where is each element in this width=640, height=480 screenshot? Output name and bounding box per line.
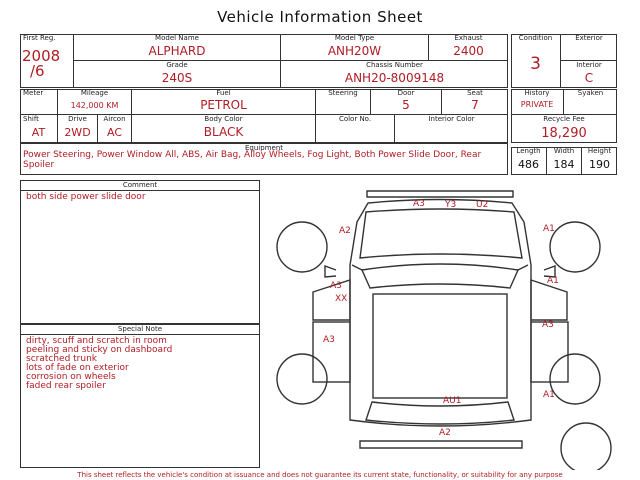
hood bbox=[360, 209, 522, 258]
condition-label: Condition bbox=[518, 34, 553, 42]
meter-cell bbox=[20, 89, 58, 115]
body-color-label: Body Color bbox=[204, 115, 243, 123]
color-no-label: Color No. bbox=[338, 115, 372, 123]
syaken-label: Syaken bbox=[577, 89, 604, 97]
length-value: 486 bbox=[518, 158, 539, 171]
color-no-cell bbox=[316, 115, 395, 143]
meter-label: Meter bbox=[23, 89, 44, 97]
first-reg-month: /6 bbox=[30, 62, 45, 80]
rear-right-wheel bbox=[550, 354, 600, 404]
fuel-label: Fuel bbox=[216, 89, 231, 97]
damage-mark: A3 bbox=[542, 320, 554, 330]
comment-box bbox=[20, 180, 260, 324]
body-color-cell bbox=[132, 115, 316, 143]
front-left-wheel bbox=[277, 222, 327, 272]
special-note-item: faded rear spoiler bbox=[26, 381, 106, 391]
damage-mark: A3 bbox=[413, 199, 425, 209]
chassis-cell bbox=[281, 61, 508, 88]
equipment-box bbox=[20, 143, 508, 175]
model-type-cell bbox=[281, 34, 429, 61]
damage-mark: A3 bbox=[323, 335, 335, 345]
history-cell bbox=[511, 89, 564, 115]
steering-cell bbox=[316, 89, 371, 115]
exhaust-cell bbox=[429, 34, 508, 61]
height-label: Height bbox=[587, 147, 612, 155]
condition-value: 3 bbox=[530, 54, 541, 74]
exterior-cell bbox=[561, 34, 617, 61]
grade-label: Grade bbox=[166, 61, 188, 69]
damage-mark: A3 bbox=[330, 281, 342, 291]
chassis-number-value: ANH20-8009148 bbox=[344, 71, 445, 85]
width-cell bbox=[547, 147, 582, 175]
roof bbox=[373, 294, 507, 398]
mileage-cell bbox=[58, 89, 132, 115]
right-front-door bbox=[531, 280, 567, 320]
right-slide-door bbox=[531, 322, 568, 382]
fuel-cell bbox=[132, 89, 316, 115]
grade-cell bbox=[74, 61, 281, 88]
history-value: PRIVATE bbox=[520, 100, 554, 109]
height-cell bbox=[582, 147, 617, 175]
aircon-value: AC bbox=[106, 126, 122, 139]
damage-mark: AU1 bbox=[443, 396, 462, 406]
damage-mark: A2 bbox=[339, 226, 351, 236]
first-reg-label: First Reg. bbox=[23, 34, 56, 42]
chassis-number-label: Chassis Number bbox=[366, 61, 423, 69]
history-label: History bbox=[524, 89, 550, 97]
recycle-fee-label: Recycle Fee bbox=[543, 115, 585, 123]
syaken-cell bbox=[564, 89, 617, 115]
seat-cell bbox=[442, 89, 508, 115]
model-name-value: ALPHARD bbox=[148, 44, 206, 58]
interior-color-label: Interior Color bbox=[428, 115, 475, 123]
page-title: Vehicle Information Sheet bbox=[217, 8, 423, 26]
interior-color-cell bbox=[395, 115, 508, 143]
shift-label: Shift bbox=[23, 115, 39, 123]
body-outline bbox=[350, 200, 531, 427]
left-slide-door bbox=[313, 322, 350, 382]
equipment-value: Power Steering, Power Window All, ABS, Air Bag, Alloy Wheels, Fog Light, Both Power Slide Door, Rear Spoiler bbox=[23, 150, 482, 170]
damage-mark: A1 bbox=[543, 390, 555, 400]
height-value: 190 bbox=[589, 158, 610, 171]
special-note-item: scratched trunk bbox=[26, 354, 97, 364]
steering-label: Steering bbox=[328, 89, 358, 97]
damage-mark: U2 bbox=[476, 200, 489, 210]
model-type-label: Model Type bbox=[334, 34, 375, 42]
model-name-cell bbox=[74, 34, 281, 61]
front-right-wheel bbox=[550, 222, 600, 272]
special-note-item: peeling and sticky on dashboard bbox=[26, 345, 173, 355]
special-note-item: lots of fade on exterior bbox=[26, 363, 129, 373]
drive-value: 2WD bbox=[64, 126, 91, 139]
seat-value: 7 bbox=[471, 98, 479, 112]
rear-left-wheel bbox=[277, 354, 327, 404]
damage-mark: XX bbox=[335, 294, 348, 304]
damage-mark: Y3 bbox=[445, 200, 457, 210]
special-note-list bbox=[26, 337, 172, 391]
equipment-label: Equipment bbox=[245, 144, 283, 152]
drive-cell bbox=[58, 115, 98, 143]
model-type-value: ANH20W bbox=[327, 44, 382, 58]
mileage-label: Mileage bbox=[80, 89, 109, 97]
vehicle-damage-diagram bbox=[262, 178, 640, 470]
grade-value: 240S bbox=[161, 71, 193, 85]
fuel-value: PETROL bbox=[200, 98, 247, 112]
shift-value: AT bbox=[31, 126, 46, 139]
shift-cell bbox=[20, 115, 58, 143]
door-cell bbox=[371, 89, 442, 115]
first-reg-cell bbox=[20, 34, 74, 88]
first-reg-year: 2008 bbox=[22, 47, 61, 65]
aircon-cell bbox=[98, 115, 132, 143]
width-value: 184 bbox=[553, 158, 575, 171]
body-color-value: BLACK bbox=[203, 125, 244, 139]
seat-label: Seat bbox=[467, 89, 483, 97]
windshield bbox=[362, 264, 518, 288]
condition-cell bbox=[511, 34, 561, 88]
damage-mark: A1 bbox=[543, 224, 555, 234]
special-note-item: corrosion on wheels bbox=[26, 372, 116, 382]
spare-wheel bbox=[561, 423, 611, 470]
disclaimer-footer: This sheet reflects the vehicle's condition at issuance and does not guarantee its current state, functionality, or suitability for any purpose bbox=[77, 471, 563, 479]
damage-mark: A1 bbox=[547, 276, 559, 286]
length-cell bbox=[511, 147, 547, 175]
length-label: Length bbox=[516, 147, 541, 155]
recycle-fee-cell bbox=[511, 115, 617, 143]
rear-window bbox=[366, 402, 514, 424]
width-label: Width bbox=[553, 147, 575, 155]
front-bumper bbox=[367, 191, 513, 197]
recycle-fee-value: 18,290 bbox=[541, 126, 587, 141]
special-note-box bbox=[20, 324, 260, 468]
exterior-label: Exterior bbox=[575, 34, 603, 42]
door-value: 5 bbox=[402, 98, 410, 112]
interior-label: Interior bbox=[576, 61, 602, 69]
rear-bumper bbox=[360, 441, 522, 448]
drive-label: Drive bbox=[68, 115, 87, 123]
special-note-label: Special Note bbox=[21, 325, 259, 335]
interior-value: C bbox=[584, 71, 594, 85]
exhaust-value: 2400 bbox=[453, 44, 484, 58]
comment-text: both side power slide door bbox=[26, 192, 146, 202]
left-mirror bbox=[325, 266, 336, 277]
door-label: Door bbox=[397, 89, 415, 97]
damage-mark: A2 bbox=[439, 428, 451, 438]
aircon-label: Aircon bbox=[103, 115, 126, 123]
special-note-item: dirty, scuff and scratch in room bbox=[26, 336, 167, 346]
comment-label: Comment bbox=[21, 181, 259, 191]
exhaust-label: Exhaust bbox=[454, 34, 483, 42]
mileage-value: 142,000 KM bbox=[70, 101, 119, 110]
model-name-label: Model Name bbox=[155, 34, 199, 42]
interior-cell bbox=[561, 61, 617, 88]
